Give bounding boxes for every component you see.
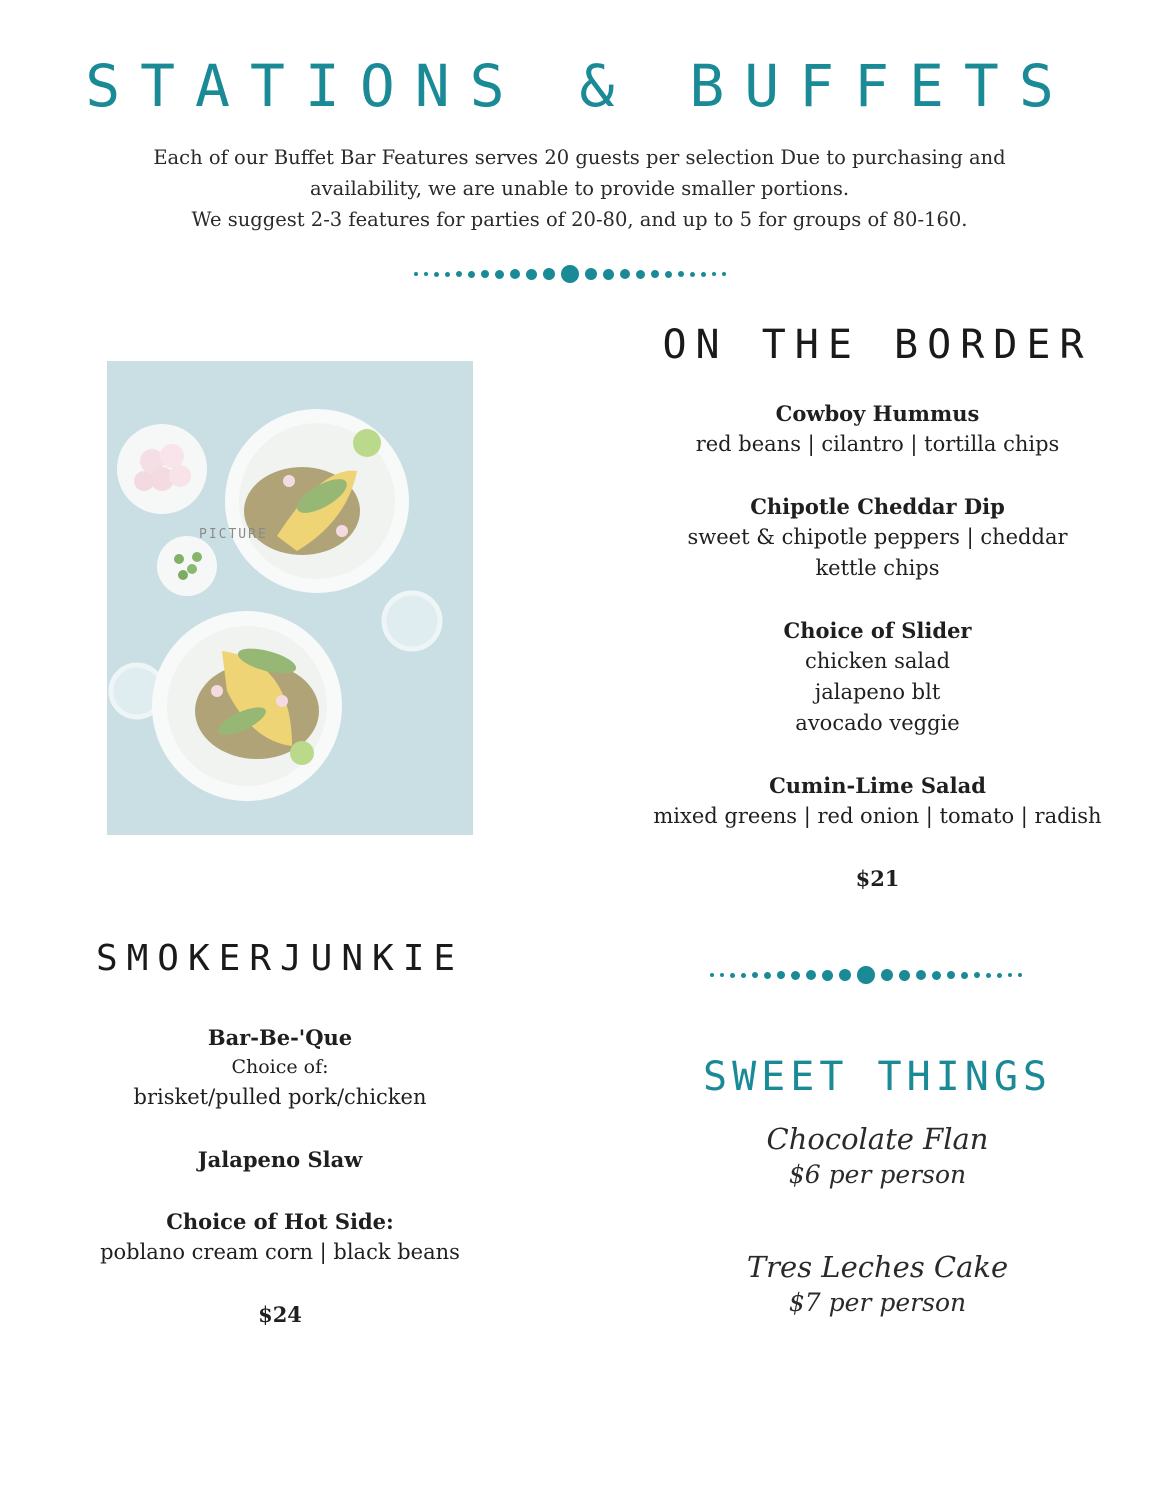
dessert-price: $7 per person: [788, 1288, 967, 1317]
divider-dot: [561, 265, 579, 283]
divider-dot: [986, 973, 991, 978]
menu-item: [620, 491, 1135, 584]
menu-item-name: Choice of Hot Side:: [166, 1209, 394, 1234]
on-the-border-heading: ON THE BORDER: [662, 322, 1093, 368]
menu-item-name: Chipotle Cheddar Dip: [750, 494, 1005, 519]
menu-item-desc: red beans | cilantro | tortilla chips: [695, 432, 1060, 456]
divider-dot: [712, 272, 716, 276]
divider-dot: [752, 972, 758, 978]
menu-item-desc: kettle chips: [815, 556, 940, 580]
divider-dot: [678, 271, 684, 277]
divider-dot: [791, 971, 800, 980]
divider-dot: [701, 272, 706, 277]
divider-dot: [510, 269, 520, 279]
divider-dot: [424, 272, 428, 276]
price: $24: [258, 1302, 302, 1327]
menu-item-desc: avocado veggie: [795, 711, 960, 735]
divider-dot: [495, 270, 504, 279]
divider-dot: [974, 972, 980, 978]
intro-line: Each of our Buffet Bar Features serves 20 guests per selection Due to purchasing and: [153, 146, 1006, 169]
divider-dot: [526, 269, 537, 280]
menu-item: [620, 770, 1135, 832]
photo-placeholder-label: PICTURE: [199, 527, 268, 542]
divider-dot: [665, 271, 672, 278]
food-photo: [107, 361, 473, 835]
divider-dot: [961, 972, 968, 979]
dotted-divider-right: [710, 966, 1022, 984]
menu-item-name: Jalapeno Slaw: [197, 1147, 363, 1172]
divider-dot: [764, 972, 771, 979]
divider-dot: [839, 969, 851, 981]
divider-dot: [603, 269, 614, 280]
divider-dot: [1008, 973, 1012, 977]
divider-dot: [481, 270, 489, 278]
divider-dot: [741, 973, 746, 978]
divider-dot: [434, 272, 439, 277]
dessert-price: $6 per person: [788, 1160, 967, 1189]
dessert-item: [620, 1248, 1135, 1320]
divider-dot: [899, 970, 910, 981]
dessert-item: [620, 1120, 1135, 1192]
divider-dot: [414, 272, 418, 276]
sweet-things-heading: SWEET THINGS: [703, 1054, 1052, 1100]
price: $21: [855, 866, 900, 891]
smokerjunkie-heading: SMOKERJUNKIE: [95, 938, 465, 979]
divider-dot: [456, 271, 462, 277]
menu-item-desc: mixed greens | red onion | tomato | radish: [653, 804, 1102, 828]
divider-dot: [468, 271, 475, 278]
divider-dot: [651, 270, 659, 278]
divider-dot: [690, 272, 695, 277]
menu-item-name: Bar-Be-'Que: [207, 1025, 353, 1050]
divider-dot: [720, 973, 724, 977]
menu-item-desc: brisket/pulled pork/chicken: [133, 1085, 427, 1109]
divider-dot: [543, 268, 555, 280]
dotted-divider-top: [414, 265, 726, 283]
intro-line: We suggest 2-3 features for parties of 20-80, and up to 5 for groups of 80-160.: [191, 208, 968, 231]
menu-item: [60, 1206, 500, 1268]
divider-dot: [932, 971, 941, 980]
divider-dot: [881, 969, 893, 981]
divider-dot: [730, 973, 735, 978]
divider-dot: [997, 973, 1002, 978]
menu-item-desc: sweet & chipotle peppers | cheddar: [687, 525, 1068, 549]
divider-dot: [722, 272, 726, 276]
divider-dot: [445, 272, 450, 277]
intro-line: availability, we are unable to provide smaller portions.: [309, 177, 850, 200]
divider-dot: [636, 270, 645, 279]
menu-item-name: Cowboy Hummus: [775, 401, 980, 426]
divider-dot: [585, 268, 597, 280]
divider-dot: [777, 971, 785, 979]
divider-dot: [947, 971, 955, 979]
sweet-things-menu: [620, 1120, 1135, 1320]
menu-item-name: Cumin-Lime Salad: [769, 773, 986, 798]
intro-text: [60, 142, 1099, 235]
divider-dot: [710, 973, 714, 977]
page-title: STATIONS & BUFFETS: [85, 52, 1074, 120]
divider-dot: [916, 970, 926, 980]
divider-dot: [806, 970, 816, 980]
menu-item-desc: poblano cream corn | black beans: [100, 1240, 460, 1264]
menu-item: [60, 1144, 500, 1175]
dessert-name: Tres Leches Cake: [746, 1250, 1009, 1284]
menu-item-desc: chicken salad: [804, 649, 951, 673]
divider-dot: [620, 269, 630, 279]
menu-item-desc: Choice of:: [231, 1056, 329, 1078]
menu-item: [620, 615, 1135, 739]
divider-dot: [857, 966, 875, 984]
menu-item-desc: jalapeno blt: [814, 680, 941, 704]
menu-item: [620, 398, 1135, 460]
divider-dot: [822, 970, 833, 981]
menu-item: [60, 1022, 500, 1113]
divider-dot: [1018, 973, 1022, 977]
smokerjunkie-menu: [60, 1022, 500, 1330]
on-the-border-menu: [620, 398, 1135, 894]
tacos-illustration: [107, 361, 473, 835]
menu-item-name: Choice of Slider: [783, 618, 972, 643]
dessert-name: Chocolate Flan: [766, 1122, 989, 1156]
